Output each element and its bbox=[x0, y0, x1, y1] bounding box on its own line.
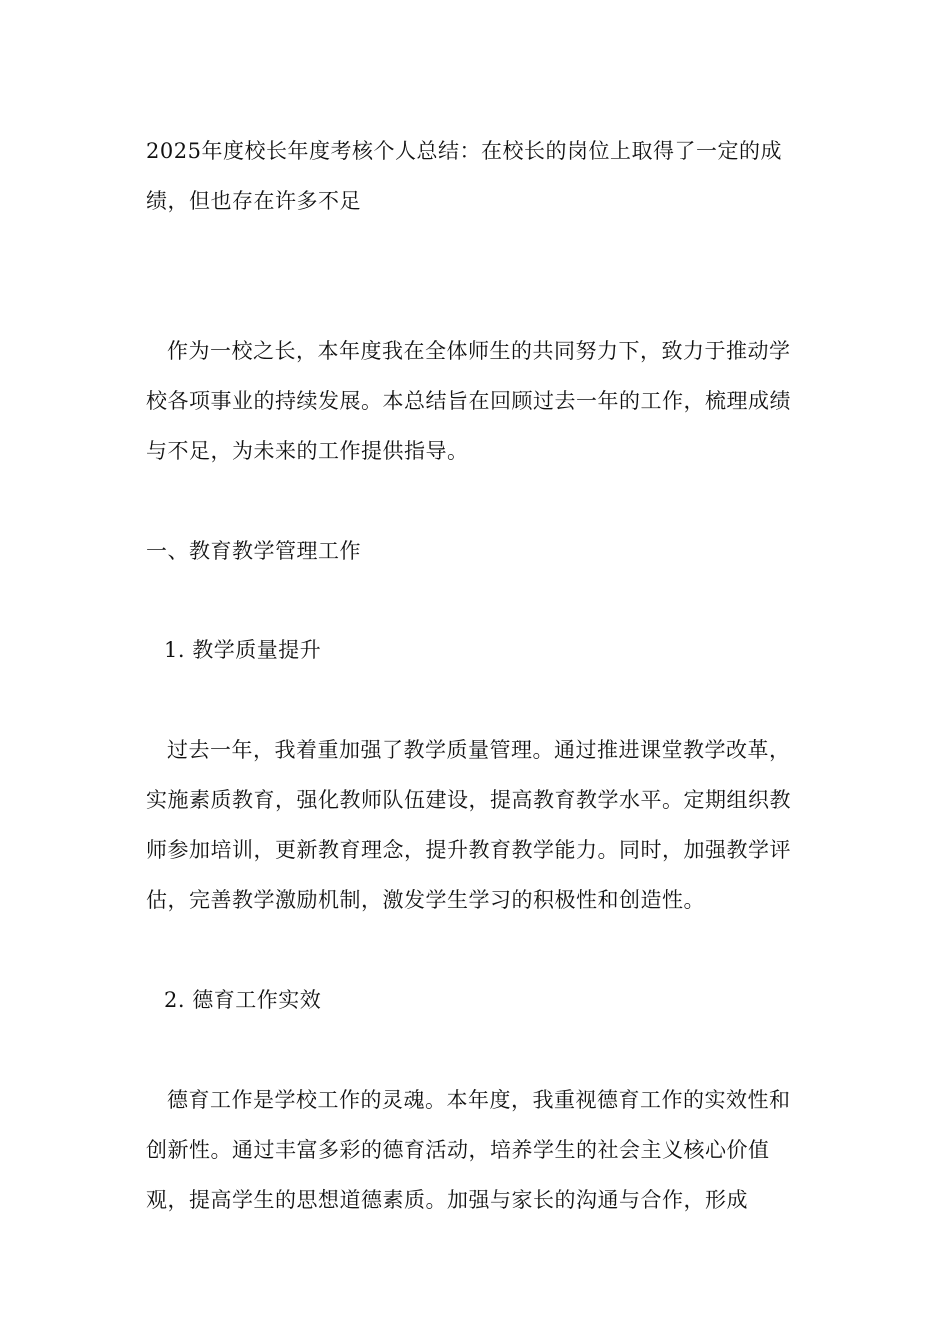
subsection-heading: 1. 教学质量提升 bbox=[164, 638, 322, 662]
intro-paragraph: 作为一校之长，本年度我在全体师生的共同努力下，致力于推动学校各项事业的持续发展。本总结旨在回顾过去一年的工作，梳理成绩与不足，为未来的工作提供指导。 bbox=[146, 339, 791, 463]
subsection-heading: 2. 德育工作实效 bbox=[164, 988, 322, 1012]
section-heading: 一、教育教学管理工作 bbox=[146, 539, 361, 563]
document-title: 2025年度校长年度考核个人总结：在校长的岗位上取得了一定的成绩，但也存在许多不足 bbox=[146, 139, 782, 213]
body-paragraph: 过去一年，我着重加强了教学质量管理。通过推进课堂教学改革，实施素质教育，强化教师队伍建设，提高教育教学水平。定期组织教师参加培训，更新教育理念，提升教育教学能力。同时，加强教学评估，完善教学激励机制，激发学生学习的积极性和创造性。 bbox=[146, 738, 791, 912]
body-paragraph: 德育工作是学校工作的灵魂。本年度，我重视德育工作的实效性和创新性。通过丰富多彩的德育活动，培养学生的社会主义核心价值观，提高学生的思想道德素质。加强与家长的沟通与合作，形成 bbox=[146, 1088, 791, 1212]
